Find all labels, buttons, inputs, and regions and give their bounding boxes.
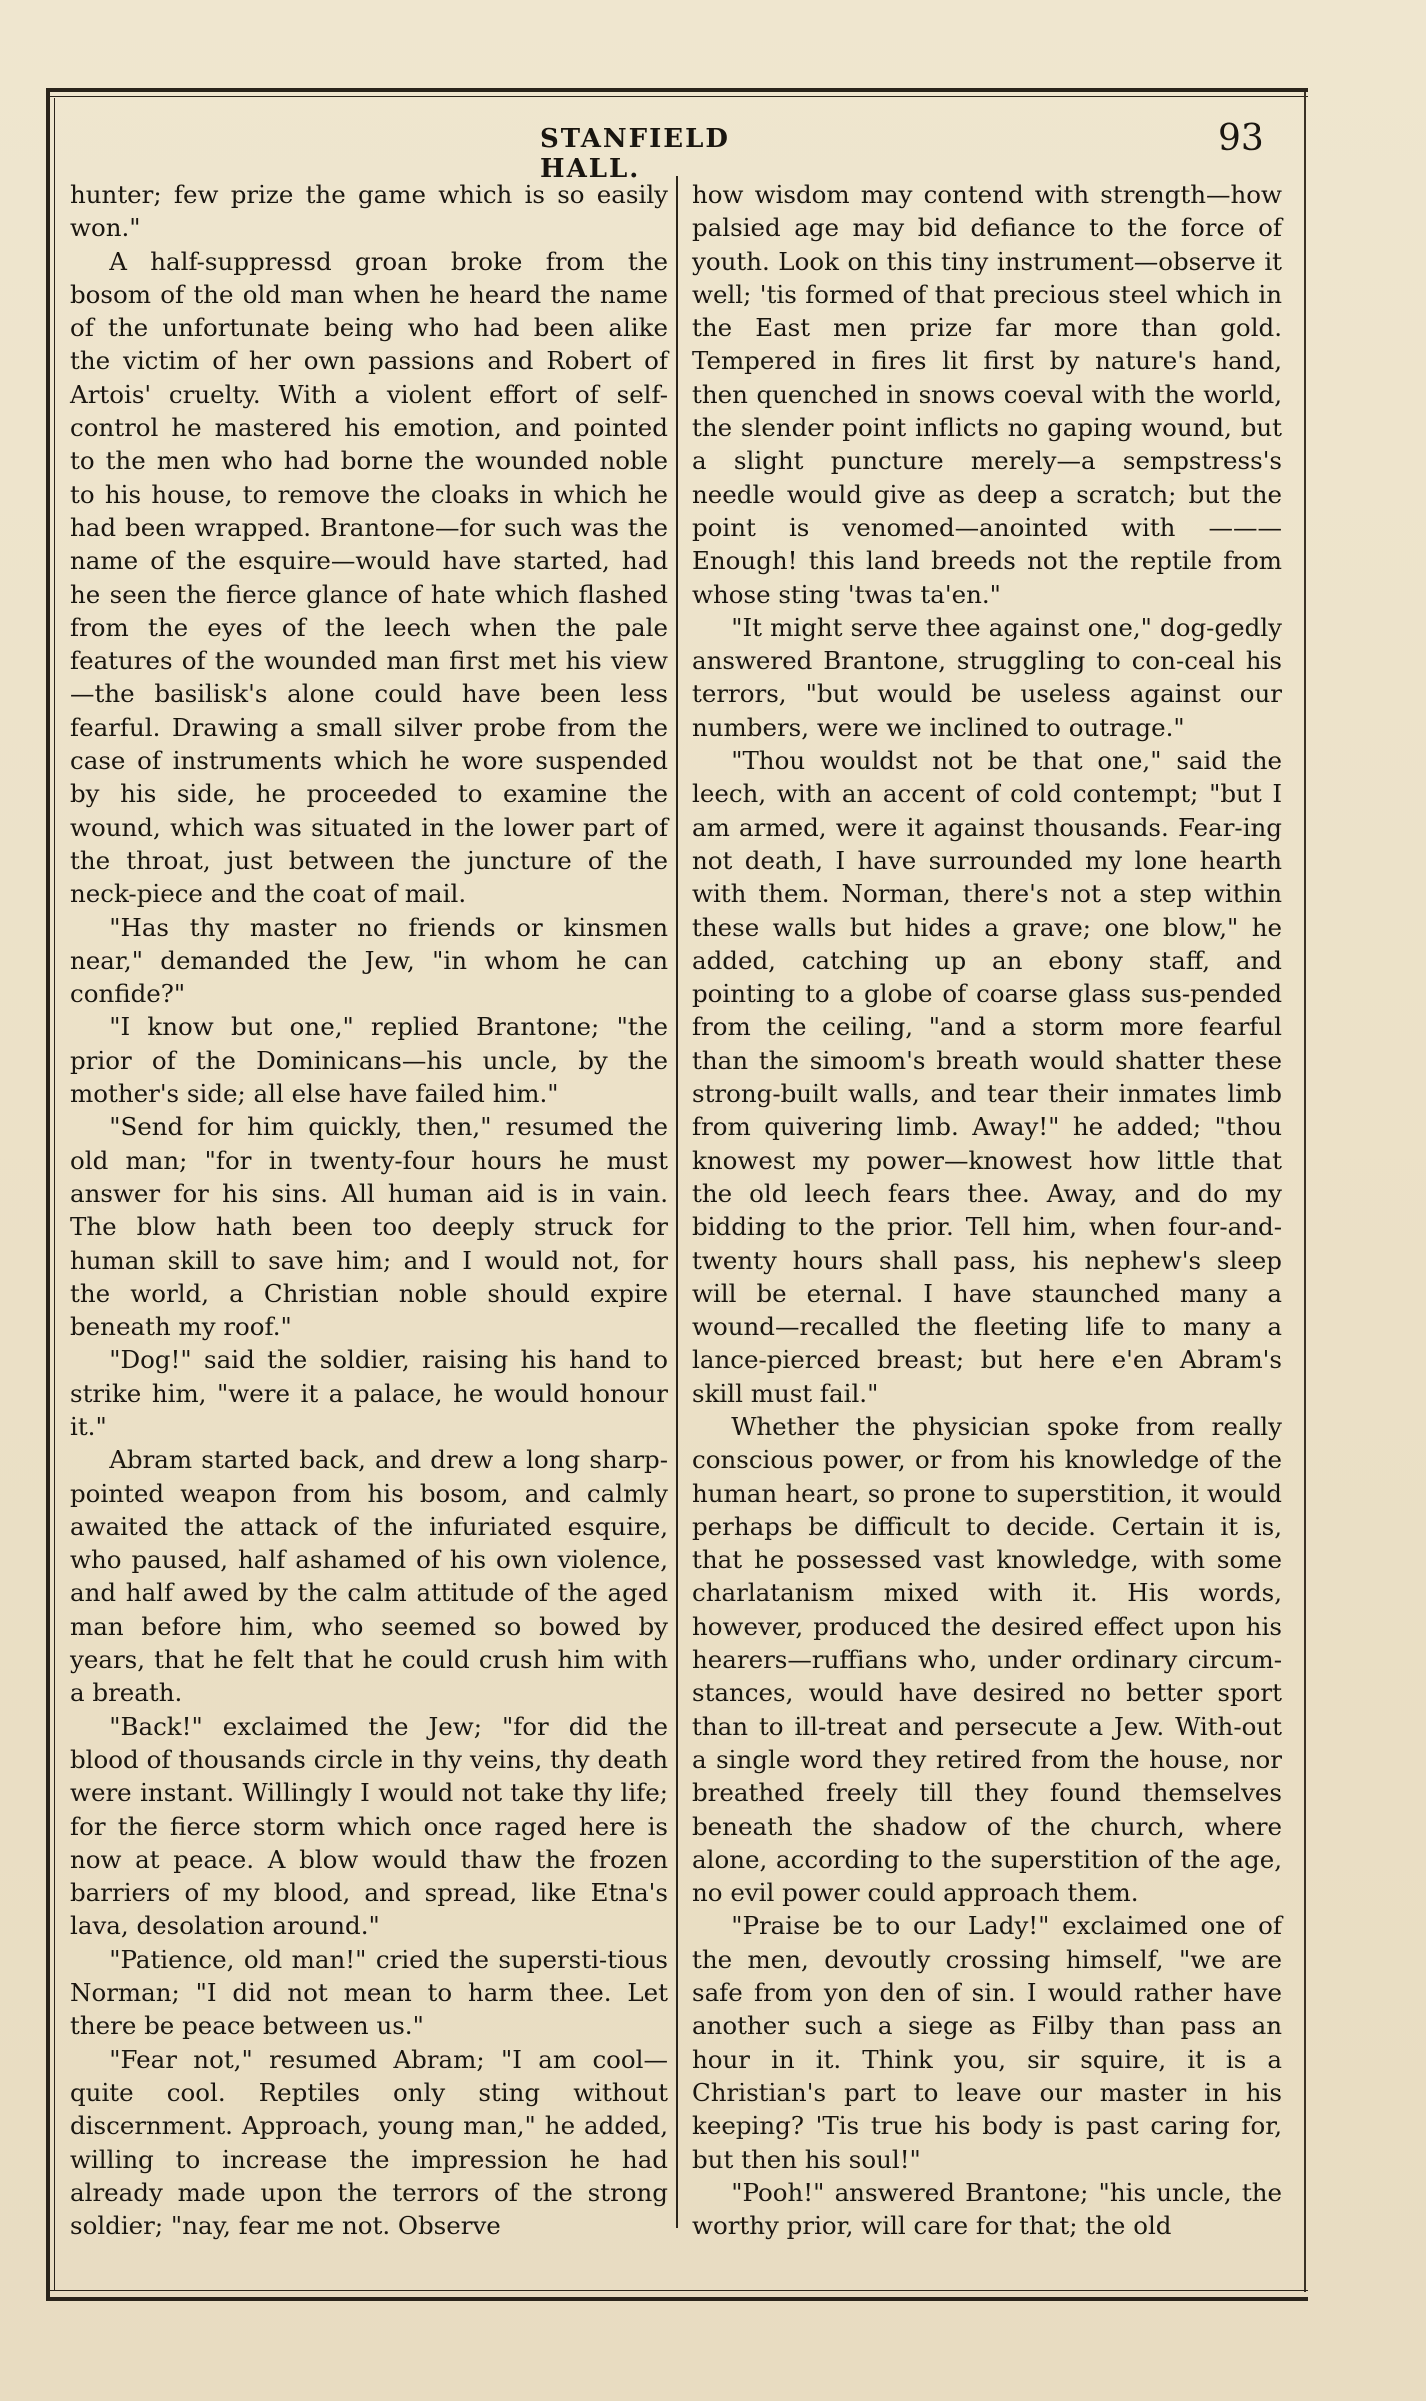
left-inner-rule <box>54 98 55 2290</box>
paragraph: "Patience, old man!" cried the supersti-tious Norman; "I did not mean to harm thee. Let there be peace between us." <box>70 1944 668 2041</box>
left-text-column <box>70 178 668 2242</box>
paragraph: "Pooh!" answered Brantone; "his uncle, the worthy prior, will care for that; the old <box>692 2177 1282 2241</box>
left-border-rule <box>46 88 50 2300</box>
paragraph: "Back!" exclaimed the Jew; "for did the blood of thousands circle in thy veins, thy death were instant. Willingly I would not take thy life; for the fierce storm which once raged here is now at peace. A blow would thaw the frozen barriers of my blood, and spread, like Etna's lava, desolation around." <box>70 1711 668 1941</box>
paragraph: "Fear not," resumed Abram; "I am cool—quite cool. Reptiles only sting without discernment. Approach, young man," he added, willing to increase the impression he had already made upon the terrors of the strong soldier; "nay, fear me not. Observe <box>70 2044 668 2241</box>
paragraph: Abram started back, and drew a long sharp-pointed weapon from his bosom, and calmly awaited the attack of the infuriated esquire, who paused, half ashamed of his own violence, and half awed by the calm attitude of the aged man before him, who seemed so bowed by years, that he felt that he could crush him with a breath. <box>70 1445 668 1708</box>
bottom-border-rule <box>46 2290 1308 2301</box>
paragraph: "Dog!" said the soldier, raising his hand to strike him, "were it a palace, he would honour it." <box>70 1345 668 1441</box>
paragraph: how wisdom may contend with strength—how palsied age may bid defiance to the force of youth. Look on this tiny instrument—observe it well; 'tis formed of that precious steel which in the East men prize far more than gold. Tempered in fires lit first by nature's hand, then quenched in snows coeval with the world, the slender point inflicts no gaping wound, but a slight puncture merely—a sempstress's needle would give as deep a scratch; but the point is venomed—anointed with ——— Enough! this land breeds not the reptile from whose sting 'twas ta'en." <box>692 180 1282 609</box>
paragraph: "Send for him quickly, then," resumed the old man; "for in twenty-four hours he must answer for his sins. All human aid is in vain. The blow hath been too deeply struck for human skill to save him; and I would not, for the world, a Christian noble should expire beneath my roof." <box>70 1112 668 1342</box>
paragraph: "Has thy master no friends or kinsmen near," demanded the Jew, "in whom he can confide?" <box>70 912 668 1009</box>
right-border-rule <box>1304 92 1306 2292</box>
running-head-title: STANFIELD HALL. <box>540 124 730 184</box>
right-text-column <box>692 178 1282 2242</box>
paragraph: "It might serve thee against one," dog-gedly answered Brantone, struggling to con-ceal his terrors, "but would be useless against our numbers, were we inclined to outrage." <box>692 612 1282 742</box>
page-number: 93 <box>1218 118 1264 159</box>
paragraph: "I know but one," replied Brantone; "the prior of the Dominicans—his uncle, by the mother's side; all else have failed him." <box>70 1012 668 1109</box>
paragraph: A half-suppressd groan broke from the bosom of the old man when he heard the name of the unfortunate being who had been alike the victim of her own passions and Robert of Artois' cruelty. With a violent effort of self-control he mastered his emotion, and pointed to the men who had borne the wounded noble to his house, to remove the cloaks in which he had been wrapped. Brantone—for such was the name of the esquire—would have started, had he seen the fierce glance of hate which flashed from the eyes of the leech when the pale features of the wounded man first met his view—the basilisk's alone could have been less fearful. Drawing a small silver probe from the case of instruments which he wore suspended by his side, he proceeded to examine the wound, which was situated in the lower part of the throat, just between the juncture of the neck-piece and the coat of mail. <box>70 246 668 909</box>
paragraph: "Praise be to our Lady!" exclaimed one of the men, devoutly crossing himself, "we are safe from yon den of sin. I would rather have another such a siege as Filby than pass an hour in it. Think you, sir squire, it is a Christian's part to leave our master in his keeping? 'Tis true his body is past caring for, but then his soul!" <box>692 1911 1282 2174</box>
column-divider <box>676 176 678 2228</box>
paragraph: hunter; few prize the game which is so easily won." <box>70 180 668 243</box>
paragraph: Whether the physician spoke from really conscious power, or from his knowledge of the human heart, so prone to superstition, it would perhaps be difficult to decide. Certain it is, that he possessed vast knowledge, with some charlatanism mixed with it. His words, however, produced the desired effect upon his hearers—ruffians who, under ordinary circum-stances, would have desired no better sport than to ill-treat and persecute a Jew. With-out a single word they retired from the house, nor breathed freely till they found themselves beneath the shadow of the church, where alone, according to the superstition of the age, no evil power could approach them. <box>692 1411 1282 1908</box>
top-border-rule <box>46 88 1308 97</box>
paragraph: "Thou wouldst not be that one," said the leech, with an accent of cold contempt; "but I am armed, were it against thousands. Fear-ing not death, I have surrounded my lone hearth with them. Norman, there's not a step within these walls but hides a grave; one blow," he added, catching up an ebony staff, and pointing to a globe of coarse glass sus-pended from the ceiling, "and a storm more fearful than the simoom's breath would shatter these strong-built walls, and tear their inmates limb from quivering limb. Away!" he added; "thou knowest my power—knowest how little that the old leech fears thee. Away, and do my bidding to the prior. Tell him, when four-and-twenty hours shall pass, his nephew's sleep will be eternal. I have staunched many a wound—recalled the fleeting life to many a lance-pierced breast; but here e'en Abram's skill must fail." <box>692 746 1282 1408</box>
